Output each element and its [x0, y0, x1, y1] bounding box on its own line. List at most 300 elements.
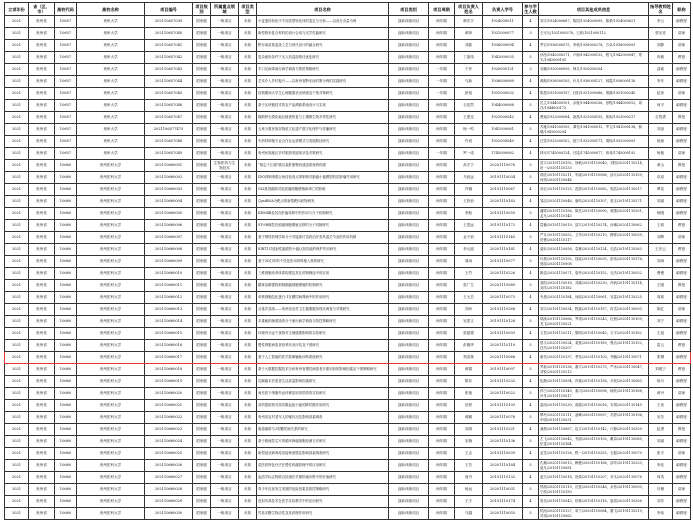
table-cell: 20191110132 [483, 472, 523, 484]
table-row [5, 28, 691, 40]
table-cell: “相忘于江湖”胰岛素肝脏靶向递送系统的构建 [257, 160, 389, 172]
table-cell: 吴芳 [649, 412, 673, 424]
table-cell: 一般项目 [211, 280, 239, 292]
table-cell: 讲师 [673, 232, 691, 244]
table-row [5, 124, 691, 136]
table-cell: 副教授 [673, 328, 691, 340]
table-cell: 未知 [239, 88, 257, 100]
table-cell: 10657 [55, 100, 77, 112]
table-cell: 贵州省 [29, 448, 55, 460]
table-cell: 贵州医科大学 [77, 268, 145, 280]
table-cell: 云贵少数民族非物质文化遗产数字化保护与传播研究 [257, 124, 389, 136]
table-cell: 林可/1745000124，吕铭/1745000077，蒋菲/1745000192 [539, 148, 649, 160]
table-cell: 20201110110 [483, 340, 523, 352]
table-row [5, 364, 691, 376]
table-cell: 10660 [55, 424, 77, 436]
table-cell: 手口足病毒流行病学调查与预防策略研究 [257, 64, 389, 76]
table-cell: 5 [523, 484, 539, 496]
table-cell: 2021 [5, 280, 29, 292]
table-cell: 创新训练项目 [389, 400, 429, 412]
table-cell: 202110660029 [145, 496, 193, 508]
table-cell: 贵州省 [29, 436, 55, 448]
table-cell: 副教授 [673, 472, 691, 484]
table-cell: 两年期 [429, 340, 455, 352]
table-cell: 5 [523, 388, 539, 400]
table-cell: 一般项目 [211, 268, 239, 280]
table-header-row [5, 3, 691, 16]
table-cell: 王莉 [649, 220, 673, 232]
table-cell: 高阳/20201110016，邓瑜/20201110230，肖帆/20191110114，刘洋/20191110182 [539, 280, 649, 292]
table-cell: 20201110184 [483, 460, 523, 472]
table-cell: 2021 [5, 268, 29, 280]
table-cell: 202110660014 [145, 316, 193, 328]
table-cell: 未知 [239, 64, 257, 76]
table-cell: 贵州医科大学 [77, 376, 145, 388]
table-cell: 副教授 [673, 136, 691, 148]
table-cell: 杨艳 [649, 148, 673, 160]
table-cell: 两年期 [429, 388, 455, 400]
table-cell: 国家级 [193, 496, 211, 508]
table-cell: 两年期 [429, 448, 455, 460]
table-cell: 未知 [239, 16, 257, 28]
table-cell: 覃玲/20201110111，凌峰/20201110057，苏婷/20191110196，车明/20191110031 [539, 412, 649, 424]
table-cell: 未知 [239, 160, 257, 172]
table-cell: 讲师 [673, 148, 691, 160]
table-cell: 5 [523, 52, 539, 64]
column-header: 项目周期 [429, 3, 455, 16]
table-cell: 2021 [5, 232, 29, 244]
table-cell: 一般项目 [211, 40, 239, 52]
table-cell: 创新训练项目 [389, 124, 429, 136]
table-cell: 2021 [5, 28, 29, 40]
table-cell: 未知 [239, 388, 257, 400]
table-cell: 一般项目 [211, 28, 239, 40]
table-cell: 贵州大学 [77, 76, 145, 88]
table-cell: 国家级 [193, 340, 211, 352]
table-cell: 邓熙 [455, 40, 483, 52]
table-cell: 2021 [5, 436, 29, 448]
table-cell: 1942000035 [483, 52, 523, 64]
table-cell: 贵州省 [29, 184, 55, 196]
table-cell: 一般项目 [211, 124, 239, 136]
table-cell: 10660 [55, 244, 77, 256]
table-cell: 一般项目 [211, 472, 239, 484]
table-cell: 杨远 [455, 484, 483, 496]
table-cell: 国家级 [193, 352, 211, 364]
table-cell: 一般项目 [211, 328, 239, 340]
table-cell: 未知 [239, 196, 257, 208]
table-cell: 202110660015 [145, 328, 193, 340]
table-cell: 贵州医科大学 [77, 472, 145, 484]
table-cell: 王志 [455, 448, 483, 460]
table-cell: 李冬 [649, 76, 673, 88]
table-cell: 202110660004 [145, 196, 193, 208]
table-cell: 未知 [239, 496, 257, 508]
table-cell: 一般项目 [211, 436, 239, 448]
table-cell: 孔琳/20201110013，赖俊/20201110168，邵华/20191110233，莫凡/20191110081 [539, 460, 649, 472]
table-cell: 贵州大学 [77, 100, 145, 112]
table-cell: 赵萍 [649, 88, 673, 100]
table-cell: 创新训练项目 [389, 220, 429, 232]
table-cell: 2021 [5, 160, 29, 172]
table-cell: 高宇宁 [455, 160, 483, 172]
table-cell: 创新训练项目 [389, 196, 429, 208]
table-row [5, 136, 691, 148]
table-cell: 石浩然 [455, 100, 483, 112]
table-cell: 副教授 [673, 460, 691, 472]
table-row [5, 160, 691, 172]
table-cell: 一般项目 [211, 304, 239, 316]
table-cell: 一般项目 [211, 112, 239, 124]
table-cell: 葛楠/20191110019，邵宇/20191110274，孙琳/20201110062 [539, 220, 649, 232]
table-cell: 创新训练项目 [389, 280, 429, 292]
table-cell: 莫轩/20201110058，袁琳/20201110124，孔浩/20191110263 [539, 244, 649, 256]
table-cell: 10657 [55, 148, 77, 160]
table-cell: 韦晨/20201110184，何丽/20201110061，吴雷/20191110225 [539, 292, 649, 304]
table-row [5, 16, 691, 28]
table-cell: 周雨 [455, 256, 483, 268]
table-cell: 陈红 [649, 304, 673, 316]
table-cell: 5 [523, 256, 539, 268]
table-cell: 一般项目 [211, 244, 239, 256]
table-cell: 未知 [239, 352, 257, 364]
table-cell: 1921000077 [483, 28, 523, 40]
table-cell: 未知 [239, 424, 257, 436]
table-cell: 潘婷/20191110156，陈亮/20191110090，黄婧/20201110201，孟凡/20201110143 [539, 208, 649, 220]
table-cell: 杭雨/20201110127，单宁/20201110084，滕飞/20191110219，司琪/20191110062 [539, 508, 649, 520]
table-cell: 10660 [55, 352, 77, 364]
table-cell: 国家级 [193, 316, 211, 328]
table-row [5, 148, 691, 160]
table-cell: 两年期 [429, 256, 455, 268]
table-cell: 4 [523, 352, 539, 364]
table-cell: 彭刚华 [455, 340, 483, 352]
table-cell: 国家级 [193, 40, 211, 52]
table-cell: 20201110055 [483, 508, 523, 520]
table-cell: 2021 [5, 112, 29, 124]
table-cell: 张广生 [455, 280, 483, 292]
table-cell: 王大芸 [455, 292, 483, 304]
table-cell: 教授 [673, 220, 691, 232]
table-cell: 苏雅/1941000105，谭亮/1941000012，罗文/1941000138，薛晴/1941000204 [539, 124, 649, 136]
table-cell: 4 [523, 472, 539, 484]
table-cell: 王建光 [455, 112, 483, 124]
table-cell: 一般项目 [211, 352, 239, 364]
table-cell: 一般项目 [211, 16, 239, 28]
table-cell: 贵州省 [29, 424, 55, 436]
table-cell: 刘辉 [649, 232, 673, 244]
table-cell: 贵州省 [29, 484, 55, 496]
table-cell: 张栩 [649, 352, 673, 364]
table-cell: 两年期 [429, 328, 455, 340]
table-cell: 雷云 [649, 340, 673, 352]
table-cell: 20201110089 [483, 280, 523, 292]
table-cell: 陈思/1931000197，杜阳/1931000086，胡静/1931000240 [539, 88, 649, 100]
table-cell: 创新训练项目 [389, 304, 429, 316]
table-cell: 两年期 [429, 376, 455, 388]
table-cell: 曾宇/20201110024，姜燕/20201110189，鲁洁/20191110152，任杰/20191110207 [539, 340, 649, 352]
table-row [5, 280, 691, 292]
table-cell: 两年期 [429, 460, 455, 472]
table-cell: 两年期 [429, 400, 455, 412]
table-cell: 教授 [673, 364, 691, 376]
table-cell: 国家级 [193, 232, 211, 244]
table-cell: 两年期 [429, 304, 455, 316]
table-cell: 贵州省 [29, 400, 55, 412]
table-cell: 贵州大学 [77, 148, 145, 160]
table-cell: 国家级 [193, 424, 211, 436]
table-cell: 10660 [55, 304, 77, 316]
table-cell: 贵州民族地区乡村旅游发展现状及对策研究 [257, 148, 389, 160]
table-cell: 一般项目 [211, 340, 239, 352]
column-header: 项目名称 [257, 3, 389, 16]
table-cell: 刘宇/1924000687，陈国/1924000099，陈梦/1924000621 [539, 16, 649, 28]
table-cell: 贵州大学 [77, 112, 145, 124]
table-row [5, 268, 691, 280]
table-cell: 王竹 [455, 268, 483, 280]
table-cell: 多重耐药菌感染的分子流行病学调查与防控策略研究 [257, 316, 389, 328]
table-row [5, 76, 691, 88]
table-cell: 王可凡/1921000378，王跃/1921000112 [539, 28, 649, 40]
table-cell: 文君/20191110211，黎明/20191110045，方平/20201110182 [539, 328, 649, 340]
table-cell: 未知 [239, 340, 257, 352]
table-cell: 罗新/20191110136，谢宇/20191110275，严冰/20201110047，邓锐/20201110213 [539, 364, 649, 376]
table-cell: 贵州省 [29, 472, 55, 484]
table-row [5, 328, 691, 340]
table-cell: 王旭 [649, 328, 673, 340]
table-cell: 一般项目 [211, 52, 239, 64]
table-cell: 2021 [5, 208, 29, 220]
table-row [5, 232, 691, 244]
table-cell: 创新训练项目 [389, 484, 429, 496]
table-cell: 王伟 [649, 400, 673, 412]
table-cell: 5 [523, 232, 539, 244]
table-cell: 国家级 [193, 76, 211, 88]
table-row [5, 40, 691, 52]
table-cell: 副教授 [673, 268, 691, 280]
table-cell: 贵州医科大学 [77, 292, 145, 304]
table-cell: 张平 [649, 448, 673, 460]
table-cell: 202110660013 [145, 304, 193, 316]
table-cell: 创新训练项目 [389, 232, 429, 244]
table-cell: 胡涛/20191110066，罗琪/20191110243，杜晨/20201110109，龙飞/20201110021 [539, 316, 649, 328]
table-cell: 4 [523, 220, 539, 232]
table-cell: 2021 [5, 220, 29, 232]
table-cell: 4 [523, 76, 539, 88]
table-cell: 2021 [5, 100, 29, 112]
table-cell: 邹洁/20201110046，唐鸣/20201110107，梁玉/20191110271 [539, 196, 649, 208]
table-row [5, 496, 691, 508]
table-cell: 贵州省 [29, 316, 55, 328]
table-cell: 两年期 [429, 232, 455, 244]
table-cell: 4 [523, 424, 539, 436]
table-cell: 202110660001 [145, 160, 193, 172]
table-cell: 2021 [5, 40, 29, 52]
table-cell: 两年期 [429, 364, 455, 376]
table-cell: 贵州省 [29, 352, 55, 364]
table-cell: 贵州医科大学 [77, 316, 145, 328]
table-cell: 贵州省 [29, 388, 55, 400]
table-cell: 202110660028 [145, 484, 193, 496]
table-cell: 一般项目 [211, 148, 239, 160]
table-cell: 一般项目 [211, 136, 239, 148]
project-table-sheet [4, 2, 690, 520]
table-cell: 202110657041 [145, 40, 193, 52]
table-cell: 国家级 [193, 280, 211, 292]
table-row [5, 376, 691, 388]
table-cell: 202110657046 [145, 100, 193, 112]
column-header: 指导教师姓名 [650, 4, 671, 14]
table-cell: 4 [523, 448, 539, 460]
table-cell: 贵州省 [29, 52, 55, 64]
table-cell: 讲师 [673, 40, 691, 52]
table-cell: 5 [523, 100, 539, 112]
table-cell: 曹俊 [649, 268, 673, 280]
table-cell: 国家级 [193, 400, 211, 412]
table-cell: 2021 [5, 328, 29, 340]
table-cell: 国家级 [193, 472, 211, 484]
table-cell: 国家级 [193, 256, 211, 268]
table-cell: 贵州省 [29, 88, 55, 100]
table-cell: 202110660019 [145, 376, 193, 388]
table-cell: 创新训练项目 [389, 208, 429, 220]
table-cell: 一般项目 [211, 376, 239, 388]
table-cell: 贵州医科大学 [77, 160, 145, 172]
table-cell: 两年期 [429, 472, 455, 484]
table-cell: 郑浩林 [455, 352, 483, 364]
table-cell: 未知 [239, 460, 257, 472]
table-cell: 5 [523, 508, 539, 520]
table-cell: 鹅掌参醇提物抑制肺癌细胞增殖的机制研究 [257, 280, 389, 292]
table-cell: 202110660007 [145, 232, 193, 244]
table-cell: 三维细胞培养体系构建及其在药物筛选中的应用 [257, 268, 389, 280]
table-cell: 20201110066 [483, 352, 523, 364]
table-cell: 贵州医科大学 [77, 196, 145, 208]
table-cell: 创新训练项目 [389, 64, 429, 76]
table-cell: 10660 [55, 280, 77, 292]
table-cell: 5 [523, 280, 539, 292]
table-cell: 田婷 [455, 400, 483, 412]
table-cell: 未知 [239, 316, 257, 328]
table-cell: 两年期 [429, 40, 455, 52]
table-cell: 贵州医科大学 [77, 388, 145, 400]
table-cell: 2021 [5, 376, 29, 388]
table-cell: 王刚 [649, 280, 673, 292]
table-cell: 贵州大学 [77, 40, 145, 52]
table-cell: 创新训练项目 [389, 76, 429, 88]
table-cell: 副教授 [673, 208, 691, 220]
table-cell: 贵州省 [29, 232, 55, 244]
table-cell: 贵州省 [29, 496, 55, 508]
table-cell: 一年期 [429, 64, 455, 76]
table-cell: 10657 [55, 40, 77, 52]
table-cell: SIRT1对放射性脑损伤小鼠认知功能的保护作用研究 [257, 244, 389, 256]
table-row [5, 184, 691, 196]
table-cell: 2021 [5, 172, 29, 184]
table-cell: 2021 [5, 448, 29, 460]
table-cell: 10660 [55, 484, 77, 496]
table-cell: 2021 [5, 52, 29, 64]
table-cell: 10660 [55, 328, 77, 340]
table-cell: 202110657040 [145, 28, 193, 40]
table-cell: 贵州省 [29, 256, 55, 268]
table-cell: 贵州医科大学 [77, 328, 145, 340]
table-cell: 10660 [55, 388, 77, 400]
table-cell: 20201110181 [483, 244, 523, 256]
table-cell: 未知 [239, 148, 257, 160]
table-cell: 20191110077 [483, 256, 523, 268]
table-row [5, 52, 691, 64]
table-cell: 2021 [5, 316, 29, 328]
table-cell: 副教授 [673, 184, 691, 196]
table-cell: 202110660009 [145, 256, 193, 268]
table-cell: 一般项目 [211, 76, 239, 88]
table-cell: 教授 [673, 340, 691, 352]
table-cell: 两年期 [429, 160, 455, 172]
table-cell: 冉敏 [649, 52, 673, 64]
table-cell: 吴鹏/1920000095，韩月/1920000254 [539, 64, 649, 76]
table-cell: 贵州医科大学 [77, 364, 145, 376]
table-cell: 2021 [5, 388, 29, 400]
table-cell: 10657 [55, 88, 77, 100]
table-cell: 创新训练项目 [389, 136, 429, 148]
table-cell: 20191110103 [483, 400, 523, 412]
table-cell: 许娜 [455, 184, 483, 196]
table-cell: 黄帅 [455, 28, 483, 40]
table-cell: 4 [523, 244, 539, 256]
table-cell: 贵州省 [29, 268, 55, 280]
column-header: 高校名称 [77, 3, 145, 16]
table-cell: 5 [523, 412, 539, 424]
table-cell: 两年期 [429, 16, 455, 28]
table-cell: 20191110172 [483, 220, 523, 232]
table-cell: 杨琼 [649, 136, 673, 148]
table-cell: 副教授 [673, 16, 691, 28]
table-cell: 两年期 [429, 244, 455, 256]
table-cell: 周丹 [455, 472, 483, 484]
table-cell: 2021 [5, 484, 29, 496]
table-cell: 马新 [455, 76, 483, 88]
table-cell: 贵州医科大学 [77, 244, 145, 256]
table-cell: 基于人工智能的医学影像辅助诊断系统研究 [257, 352, 389, 364]
table-cell: 2021 [5, 496, 29, 508]
table-cell: 10660 [55, 376, 77, 388]
table-cell: 创新训练项目 [389, 508, 429, 520]
table-cell: 20191110067 [483, 184, 523, 196]
table-cell: 2021 [5, 196, 29, 208]
table-cell: 两年期 [429, 220, 455, 232]
table-cell: 202110660030 [145, 508, 193, 520]
table-cell: 4 [523, 184, 539, 196]
table-cell: 刘宇/20191110034，程斌/20191110157，冉雪/20201110093 [539, 304, 649, 316]
table-cell: 钟源/20201110119，沈悦/20201110248，余彤/20191110093，宁波/20191110150 [539, 484, 649, 496]
table-cell: 20201110031 [483, 484, 523, 496]
table-cell: 未知 [239, 472, 257, 484]
table-cell: 20191110039 [483, 448, 523, 460]
table-cell: 一般项目 [211, 172, 239, 184]
column-header: 项目级别 [193, 3, 211, 16]
table-cell: 一般项目 [211, 100, 239, 112]
table-cell: 创新训练项目 [389, 376, 429, 388]
table-cell: 20201110076 [483, 160, 523, 172]
table-cell: 5 [523, 208, 539, 220]
table-cell: 20201110226 [483, 268, 523, 280]
table-cell: 彭悦 [455, 88, 483, 100]
table-cell: 5 [523, 172, 539, 184]
table-cell: 2021 [5, 340, 29, 352]
table-cell: 贵州省 [29, 28, 55, 40]
table-cell: 贵州医科大学 [77, 208, 145, 220]
